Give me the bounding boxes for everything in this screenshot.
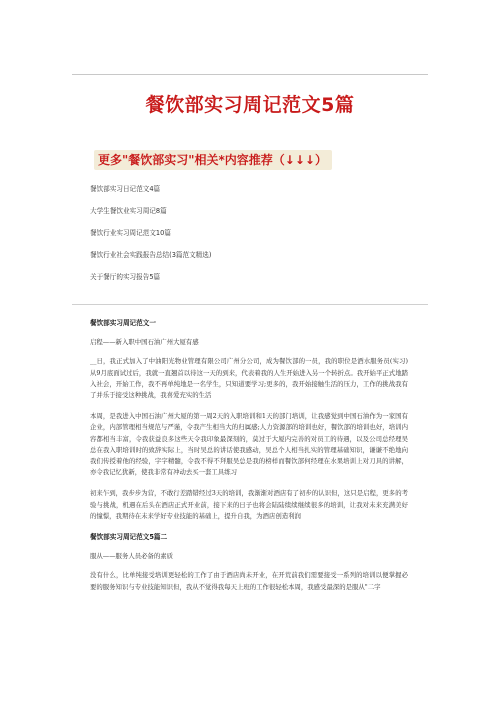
section-subtitle: 启程——新入职中国石油广州大厦有感 xyxy=(90,338,199,347)
top-divider xyxy=(72,74,428,75)
paragraph: 本周，是我进入中国石油广州大厦的第一周2天的入职培训和1天的部门培训，让我感觉到中国石油作为一家国有企业，内部管理相当规范与严谨，令我产生相当大的归属感;人力资源部的培训也好，餐饮部的培训也好，培训内容都相当丰富，令我获益良多这些天令我印象最深刻的，莫过于大厦内完善的对员工的待遇，以及公司总经理吴总在我入职培训时的致辞实际上，当时吴总的讲话使我感动，吴总个人相当扎实的管理基础知识，谦谦不绝地向我们传授着他的经验，字字精髓，令我不得不拜服吴总是我的榜样而餐饮部何经理在水果培训上对刀具的讲解，亦令我记忆犹新，使我非常有冲动去买一套工具练习 xyxy=(90,412,408,477)
related-link[interactable]: 餐饮行业社会实践报告总结(3篇范文精选) xyxy=(90,251,212,259)
related-links-list xyxy=(90,178,410,288)
section-subtitle: 服从——服务人员必备的素质 xyxy=(90,552,174,561)
section-heading: 餐饮部实习周记范文5篇二 xyxy=(90,533,168,542)
section-divider xyxy=(72,304,428,305)
paragraph: 初来乍到，我步步为营，不敢行差踏错经过3天的培训，我渐渐对酒店有了初步的认识但，这只是启程，更多的考验与挑战，机遇在后头在酒店正式开业前，接下来的日子也将会陆陆续续继续很多的培训，让我对未来充满美好的憧憬，我期待在未来学好专业技能的基础上，提升自我，为酒店创造利润 xyxy=(90,489,408,520)
related-link[interactable]: 关于餐厅的实习报告5篇 xyxy=(90,273,161,281)
paragraph: 没有什么，比单纯接受培训更轻松的工作了由于酒店尚未开业，在开荒前我们需要接受一系列的培训以便掌握必要的服务知识与专业技能知识但，我从不觉得我每天上班的工作很轻松本周，我感受最深的是服从"二字 xyxy=(90,571,408,591)
related-link[interactable]: 餐饮行业实习周记范文10篇 xyxy=(90,229,171,237)
article-body xyxy=(90,318,408,603)
section-heading: 餐饮部实习周记范文一 xyxy=(90,319,156,327)
related-link[interactable]: 大学生餐饮业实习周记8篇 xyxy=(90,207,167,215)
recommend-heading: 更多"餐饮部实习"相关*内容推荐（↓↓↓） xyxy=(98,153,327,167)
page-title: 餐饮部实习周记范文5篇 xyxy=(145,94,355,116)
paragraph: __日，我正式加入了中油阳光物业管理有限公司广州分公司，成为餐饮部的一员，我的职位是酒水服务员(实习)从9月底面试过后，我就一直翘首以待这一天的到来，代表着我的人生开始进入另一个转折点。我开始平正式地踏入社会，开始工作，我不再单纯地是一名学生，只知道要学习;更多的，我开始接触生活的压力，工作的挑战我有了并乐于接受这种挑战，我喜爱充实的生活 xyxy=(90,357,408,400)
related-link[interactable]: 餐饮部实习日记范文4篇 xyxy=(90,185,161,193)
